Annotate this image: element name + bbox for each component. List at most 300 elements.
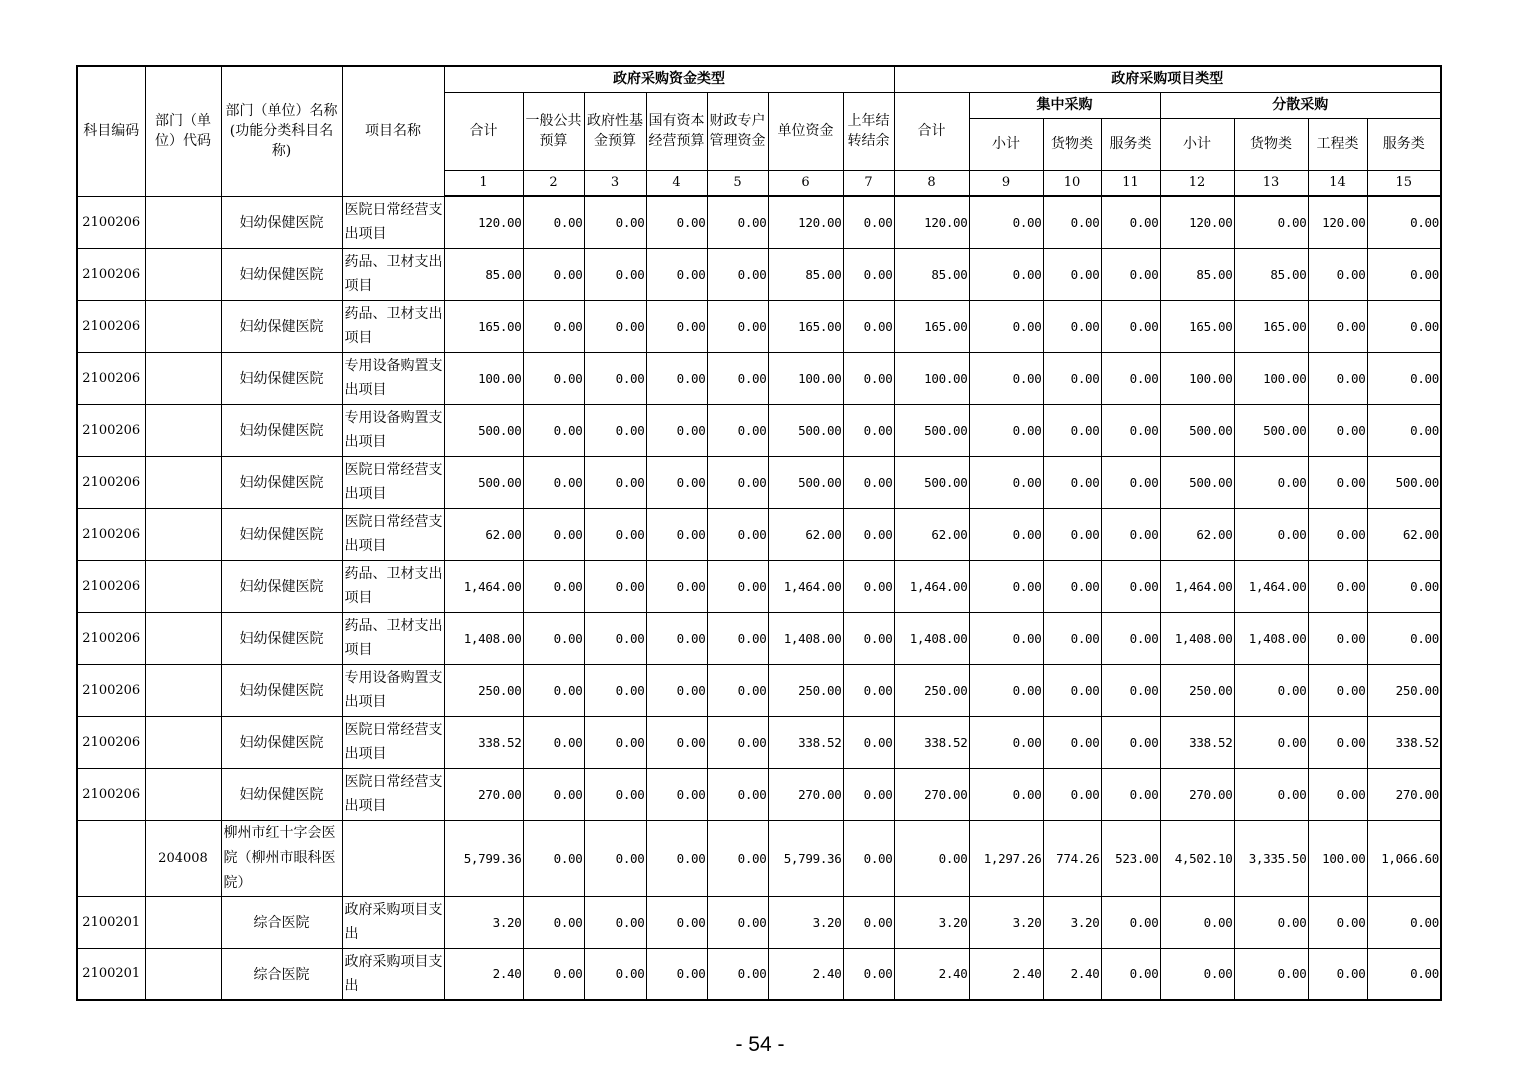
amount-cell: 0.00 <box>1367 612 1441 664</box>
project-name-cell: 药品、卫材支出项目 <box>342 248 444 300</box>
amount-cell: 0.00 <box>969 300 1043 352</box>
header-c-services: 服务类 <box>1101 118 1160 170</box>
column-number: 2 <box>523 170 584 196</box>
project-name-cell: 政府采购项目支出 <box>342 948 444 1000</box>
amount-cell: 0.00 <box>1043 664 1101 716</box>
column-number: 12 <box>1160 170 1234 196</box>
dept-name-cell: 妇幼保健医院 <box>221 300 342 352</box>
amount-cell: 500.00 <box>444 404 523 456</box>
amount-cell: 1,408.00 <box>1234 612 1308 664</box>
amount-cell: 100.00 <box>1308 820 1367 896</box>
dept-code-cell: 204008 <box>145 820 221 896</box>
amount-cell: 270.00 <box>1160 768 1234 820</box>
project-name-cell: 医院日常经营支出项目 <box>342 508 444 560</box>
dept-code-cell <box>145 560 221 612</box>
amount-cell: 0.00 <box>523 612 584 664</box>
amount-cell: 62.00 <box>768 508 843 560</box>
amount-cell: 0.00 <box>707 664 768 716</box>
dept-code-cell <box>145 948 221 1000</box>
amount-cell: 100.00 <box>1160 352 1234 404</box>
dept-name-cell: 柳州市红十字会医院（柳州市眼科医院） <box>221 820 342 896</box>
amount-cell: 500.00 <box>768 404 843 456</box>
amount-cell: 120.00 <box>444 196 523 248</box>
amount-cell: 62.00 <box>1367 508 1441 560</box>
amount-cell: 0.00 <box>707 768 768 820</box>
amount-cell: 0.00 <box>1308 508 1367 560</box>
subject-code-cell: 2100206 <box>77 664 145 716</box>
amount-cell: 0.00 <box>1308 664 1367 716</box>
project-name-cell <box>342 820 444 896</box>
amount-cell: 0.00 <box>1101 248 1160 300</box>
amount-cell: 4,502.10 <box>1160 820 1234 896</box>
amount-cell: 270.00 <box>444 768 523 820</box>
dept-code-cell <box>145 896 221 948</box>
amount-cell: 85.00 <box>1234 248 1308 300</box>
amount-cell: 0.00 <box>707 612 768 664</box>
amount-cell: 0.00 <box>843 612 894 664</box>
amount-cell: 2.40 <box>1043 948 1101 1000</box>
column-number: 14 <box>1308 170 1367 196</box>
amount-cell: 0.00 <box>1101 352 1160 404</box>
amount-cell: 0.00 <box>1043 404 1101 456</box>
amount-cell: 1,464.00 <box>768 560 843 612</box>
subject-code-cell: 2100201 <box>77 896 145 948</box>
table-row <box>77 664 1441 716</box>
amount-cell: 0.00 <box>1043 352 1101 404</box>
dept-name-cell: 妇幼保健医院 <box>221 404 342 456</box>
amount-cell: 0.00 <box>1101 612 1160 664</box>
amount-cell: 0.00 <box>707 352 768 404</box>
header-decentralized: 分散采购 <box>1160 92 1441 118</box>
amount-cell: 0.00 <box>1308 896 1367 948</box>
amount-cell: 0.00 <box>523 716 584 768</box>
dept-name-cell: 妇幼保健医院 <box>221 196 342 248</box>
amount-cell: 0.00 <box>1160 896 1234 948</box>
amount-cell: 0.00 <box>523 820 584 896</box>
amount-cell: 165.00 <box>894 300 969 352</box>
amount-cell: 0.00 <box>1043 196 1101 248</box>
table-row <box>77 300 1441 352</box>
amount-cell: 0.00 <box>969 612 1043 664</box>
amount-cell: 0.00 <box>894 820 969 896</box>
amount-cell: 0.00 <box>1043 456 1101 508</box>
table-row <box>77 820 1441 896</box>
amount-cell: 120.00 <box>1308 196 1367 248</box>
amount-cell: 0.00 <box>1043 248 1101 300</box>
dept-code-cell <box>145 716 221 768</box>
column-number: 5 <box>707 170 768 196</box>
amount-cell: 0.00 <box>1101 404 1160 456</box>
table-row <box>77 896 1441 948</box>
amount-cell: 0.00 <box>646 352 707 404</box>
amount-cell: 1,066.60 <box>1367 820 1441 896</box>
amount-cell: 0.00 <box>584 768 646 820</box>
amount-cell: 0.00 <box>1308 716 1367 768</box>
amount-cell: 0.00 <box>1308 948 1367 1000</box>
amount-cell: 1,408.00 <box>768 612 843 664</box>
amount-cell: 1,408.00 <box>1160 612 1234 664</box>
project-name-cell: 专用设备购置支出项目 <box>342 352 444 404</box>
dept-name-cell: 妇幼保健医院 <box>221 352 342 404</box>
header-c-subtotal: 小计 <box>969 118 1043 170</box>
amount-cell: 0.00 <box>646 948 707 1000</box>
amount-cell: 0.00 <box>1308 248 1367 300</box>
dept-name-cell: 妇幼保健医院 <box>221 248 342 300</box>
amount-cell: 0.00 <box>584 456 646 508</box>
amount-cell: 0.00 <box>646 820 707 896</box>
amount-cell: 5,799.36 <box>444 820 523 896</box>
table-row <box>77 352 1441 404</box>
amount-cell: 0.00 <box>1308 560 1367 612</box>
subject-code-cell: 2100206 <box>77 404 145 456</box>
amount-cell: 85.00 <box>444 248 523 300</box>
amount-cell: 0.00 <box>1043 508 1101 560</box>
amount-cell: 0.00 <box>1101 716 1160 768</box>
dept-name-cell: 综合医院 <box>221 948 342 1000</box>
amount-cell: 0.00 <box>1101 560 1160 612</box>
amount-cell: 0.00 <box>707 248 768 300</box>
amount-cell: 120.00 <box>1160 196 1234 248</box>
amount-cell: 0.00 <box>969 768 1043 820</box>
amount-cell: 0.00 <box>646 456 707 508</box>
header-unit-funds: 单位资金 <box>768 92 843 170</box>
subject-code-cell: 2100206 <box>77 508 145 560</box>
amount-cell: 0.00 <box>1367 248 1441 300</box>
header-prior-year-balance: 上年结转结余 <box>843 92 894 170</box>
header-subject-code: 科目编码 <box>77 66 145 196</box>
dept-code-cell <box>145 612 221 664</box>
amount-cell: 0.00 <box>969 352 1043 404</box>
amount-cell: 0.00 <box>843 248 894 300</box>
column-number: 13 <box>1234 170 1308 196</box>
amount-cell: 0.00 <box>1101 456 1160 508</box>
project-name-cell: 专用设备购置支出项目 <box>342 404 444 456</box>
amount-cell: 0.00 <box>1234 948 1308 1000</box>
amount-cell: 0.00 <box>707 948 768 1000</box>
amount-cell: 165.00 <box>1160 300 1234 352</box>
amount-cell: 0.00 <box>646 768 707 820</box>
amount-cell: 0.00 <box>1367 352 1441 404</box>
amount-cell: 0.00 <box>1043 716 1101 768</box>
header-project-total: 合计 <box>894 92 969 170</box>
column-number: 15 <box>1367 170 1441 196</box>
header-state-capital-budget: 国有资本经营预算 <box>646 92 707 170</box>
dept-name-cell: 妇幼保健医院 <box>221 560 342 612</box>
amount-cell: 0.00 <box>584 352 646 404</box>
amount-cell: 0.00 <box>707 896 768 948</box>
amount-cell: 774.26 <box>1043 820 1101 896</box>
subject-code-cell: 2100206 <box>77 456 145 508</box>
dept-code-cell <box>145 248 221 300</box>
table-row <box>77 716 1441 768</box>
amount-cell: 1,408.00 <box>444 612 523 664</box>
amount-cell: 0.00 <box>707 820 768 896</box>
amount-cell: 0.00 <box>1101 896 1160 948</box>
amount-cell: 0.00 <box>1043 612 1101 664</box>
amount-cell: 0.00 <box>523 456 584 508</box>
amount-cell: 0.00 <box>646 612 707 664</box>
amount-cell: 0.00 <box>1367 560 1441 612</box>
amount-cell: 338.52 <box>894 716 969 768</box>
amount-cell: 1,464.00 <box>1160 560 1234 612</box>
table-row <box>77 560 1441 612</box>
amount-cell: 100.00 <box>894 352 969 404</box>
column-number: 8 <box>894 170 969 196</box>
subject-code-cell: 2100201 <box>77 948 145 1000</box>
header-general-budget: 一般公共预算 <box>523 92 584 170</box>
page-number: - 54 - <box>735 1033 785 1056</box>
project-name-cell: 药品、卫材支出项目 <box>342 612 444 664</box>
amount-cell: 270.00 <box>768 768 843 820</box>
dept-name-cell: 妇幼保健医院 <box>221 716 342 768</box>
amount-cell: 0.00 <box>584 664 646 716</box>
amount-cell: 2.40 <box>444 948 523 1000</box>
amount-cell: 338.52 <box>768 716 843 768</box>
amount-cell: 0.00 <box>523 300 584 352</box>
amount-cell: 0.00 <box>1367 948 1441 1000</box>
header-project-group: 政府采购项目类型 <box>894 66 1441 92</box>
amount-cell: 0.00 <box>523 948 584 1000</box>
amount-cell: 0.00 <box>584 612 646 664</box>
amount-cell: 0.00 <box>523 664 584 716</box>
amount-cell: 0.00 <box>646 300 707 352</box>
amount-cell: 250.00 <box>444 664 523 716</box>
amount-cell: 338.52 <box>1367 716 1441 768</box>
project-name-cell: 药品、卫材支出项目 <box>342 300 444 352</box>
amount-cell: 0.00 <box>707 456 768 508</box>
column-number: 6 <box>768 170 843 196</box>
amount-cell: 500.00 <box>894 404 969 456</box>
amount-cell: 270.00 <box>1367 768 1441 820</box>
dept-name-cell: 妇幼保健医院 <box>221 508 342 560</box>
table-row <box>77 404 1441 456</box>
amount-cell: 0.00 <box>1308 456 1367 508</box>
table-row <box>77 612 1441 664</box>
amount-cell: 0.00 <box>646 404 707 456</box>
dept-code-cell <box>145 196 221 248</box>
amount-cell: 100.00 <box>444 352 523 404</box>
amount-cell: 338.52 <box>1160 716 1234 768</box>
amount-cell: 0.00 <box>707 560 768 612</box>
header-centralized: 集中采购 <box>969 92 1160 118</box>
dept-code-cell <box>145 768 221 820</box>
amount-cell: 0.00 <box>1043 560 1101 612</box>
amount-cell: 0.00 <box>523 508 584 560</box>
amount-cell: 0.00 <box>523 196 584 248</box>
project-name-cell: 医院日常经营支出项目 <box>342 196 444 248</box>
amount-cell: 250.00 <box>768 664 843 716</box>
amount-cell: 0.00 <box>843 456 894 508</box>
dept-name-cell: 妇幼保健医院 <box>221 456 342 508</box>
column-number: 10 <box>1043 170 1101 196</box>
subject-code-cell: 2100206 <box>77 248 145 300</box>
dept-code-cell <box>145 300 221 352</box>
amount-cell: 500.00 <box>1234 404 1308 456</box>
amount-cell: 3.20 <box>768 896 843 948</box>
header-gov-fund-budget: 政府性基金预算 <box>584 92 646 170</box>
amount-cell: 0.00 <box>646 248 707 300</box>
amount-cell: 0.00 <box>843 664 894 716</box>
amount-cell: 0.00 <box>707 196 768 248</box>
amount-cell: 0.00 <box>1308 768 1367 820</box>
column-number: 7 <box>843 170 894 196</box>
amount-cell: 0.00 <box>584 716 646 768</box>
table-row <box>77 196 1441 248</box>
subject-code-cell: 2100206 <box>77 560 145 612</box>
amount-cell: 500.00 <box>1367 456 1441 508</box>
table-header <box>77 66 1441 196</box>
dept-name-cell: 综合医院 <box>221 896 342 948</box>
amount-cell: 0.00 <box>523 404 584 456</box>
amount-cell: 0.00 <box>1308 300 1367 352</box>
amount-cell: 0.00 <box>1101 664 1160 716</box>
amount-cell: 0.00 <box>707 404 768 456</box>
amount-cell: 0.00 <box>1160 948 1234 1000</box>
subject-code-cell: 2100206 <box>77 352 145 404</box>
amount-cell: 0.00 <box>1234 196 1308 248</box>
amount-cell: 0.00 <box>1101 948 1160 1000</box>
amount-cell: 0.00 <box>523 248 584 300</box>
column-number: 3 <box>584 170 646 196</box>
header-fund-group: 政府采购资金类型 <box>444 66 894 92</box>
column-number: 4 <box>646 170 707 196</box>
amount-cell: 0.00 <box>584 896 646 948</box>
amount-cell: 0.00 <box>969 560 1043 612</box>
amount-cell: 0.00 <box>1234 664 1308 716</box>
subject-code-cell: 2100206 <box>77 716 145 768</box>
amount-cell: 500.00 <box>444 456 523 508</box>
amount-cell: 1,297.26 <box>969 820 1043 896</box>
amount-cell: 0.00 <box>843 196 894 248</box>
amount-cell: 0.00 <box>969 716 1043 768</box>
subject-code-cell: 2100206 <box>77 300 145 352</box>
amount-cell: 100.00 <box>1234 352 1308 404</box>
table-row <box>77 248 1441 300</box>
amount-cell: 250.00 <box>894 664 969 716</box>
amount-cell: 0.00 <box>646 664 707 716</box>
table-row <box>77 948 1441 1000</box>
amount-cell: 0.00 <box>523 560 584 612</box>
amount-cell: 0.00 <box>584 404 646 456</box>
amount-cell: 270.00 <box>894 768 969 820</box>
amount-cell: 85.00 <box>768 248 843 300</box>
amount-cell: 0.00 <box>646 560 707 612</box>
amount-cell: 2.40 <box>969 948 1043 1000</box>
amount-cell: 165.00 <box>444 300 523 352</box>
dept-code-cell <box>145 352 221 404</box>
amount-cell: 0.00 <box>843 948 894 1000</box>
amount-cell: 165.00 <box>768 300 843 352</box>
amount-cell: 250.00 <box>1367 664 1441 716</box>
amount-cell: 3,335.50 <box>1234 820 1308 896</box>
amount-cell: 0.00 <box>584 196 646 248</box>
header-dept-code: 部门（单位）代码 <box>145 66 221 196</box>
amount-cell: 0.00 <box>843 352 894 404</box>
amount-cell: 165.00 <box>1234 300 1308 352</box>
table-row <box>77 508 1441 560</box>
amount-cell: 1,408.00 <box>894 612 969 664</box>
column-number: 11 <box>1101 170 1160 196</box>
amount-cell: 0.00 <box>1367 404 1441 456</box>
dept-code-cell <box>145 456 221 508</box>
amount-cell: 0.00 <box>1234 768 1308 820</box>
project-name-cell: 专用设备购置支出项目 <box>342 664 444 716</box>
amount-cell: 0.00 <box>843 508 894 560</box>
project-name-cell: 医院日常经营支出项目 <box>342 456 444 508</box>
amount-cell: 62.00 <box>1160 508 1234 560</box>
amount-cell: 0.00 <box>969 456 1043 508</box>
procurement-table <box>76 65 1442 1001</box>
amount-cell: 0.00 <box>969 664 1043 716</box>
amount-cell: 250.00 <box>1160 664 1234 716</box>
amount-cell: 85.00 <box>1160 248 1234 300</box>
project-name-cell: 药品、卫材支出项目 <box>342 560 444 612</box>
amount-cell: 100.00 <box>768 352 843 404</box>
amount-cell: 0.00 <box>1308 612 1367 664</box>
header-c-goods: 货物类 <box>1043 118 1101 170</box>
amount-cell: 0.00 <box>969 508 1043 560</box>
amount-cell: 0.00 <box>1234 456 1308 508</box>
amount-cell: 500.00 <box>894 456 969 508</box>
amount-cell: 0.00 <box>584 248 646 300</box>
amount-cell: 0.00 <box>1308 352 1367 404</box>
amount-cell: 0.00 <box>1234 896 1308 948</box>
header-d-services: 服务类 <box>1367 118 1441 170</box>
amount-cell: 0.00 <box>584 560 646 612</box>
amount-cell: 0.00 <box>843 716 894 768</box>
amount-cell: 1,464.00 <box>1234 560 1308 612</box>
subject-code-cell: 2100206 <box>77 768 145 820</box>
amount-cell: 0.00 <box>707 300 768 352</box>
amount-cell: 500.00 <box>768 456 843 508</box>
amount-cell: 85.00 <box>894 248 969 300</box>
header-fund-total: 合计 <box>444 92 523 170</box>
amount-cell: 0.00 <box>969 248 1043 300</box>
amount-cell: 0.00 <box>969 196 1043 248</box>
amount-cell: 0.00 <box>646 716 707 768</box>
amount-cell: 0.00 <box>1308 404 1367 456</box>
amount-cell: 0.00 <box>843 560 894 612</box>
header-fiscal-special-account: 财政专户管理资金 <box>707 92 768 170</box>
amount-cell: 0.00 <box>523 352 584 404</box>
amount-cell: 3.20 <box>1043 896 1101 948</box>
header-d-works: 工程类 <box>1308 118 1367 170</box>
dept-name-cell: 妇幼保健医院 <box>221 664 342 716</box>
project-name-cell: 医院日常经营支出项目 <box>342 716 444 768</box>
header-dept-name: 部门（单位）名称(功能分类科目名称) <box>221 66 342 196</box>
amount-cell: 62.00 <box>894 508 969 560</box>
column-number: 9 <box>969 170 1043 196</box>
amount-cell: 0.00 <box>1234 716 1308 768</box>
amount-cell: 0.00 <box>843 768 894 820</box>
amount-cell: 0.00 <box>646 508 707 560</box>
amount-cell: 0.00 <box>584 948 646 1000</box>
amount-cell: 0.00 <box>523 896 584 948</box>
header-d-subtotal: 小计 <box>1160 118 1234 170</box>
amount-cell: 120.00 <box>894 196 969 248</box>
amount-cell: 0.00 <box>969 404 1043 456</box>
amount-cell: 62.00 <box>444 508 523 560</box>
subject-code-cell <box>77 820 145 896</box>
amount-cell: 0.00 <box>1101 300 1160 352</box>
dept-code-cell <box>145 664 221 716</box>
dept-code-cell <box>145 404 221 456</box>
amount-cell: 0.00 <box>1101 508 1160 560</box>
amount-cell: 3.20 <box>444 896 523 948</box>
subject-code-cell: 2100206 <box>77 612 145 664</box>
dept-name-cell: 妇幼保健医院 <box>221 612 342 664</box>
amount-cell: 0.00 <box>1367 300 1441 352</box>
